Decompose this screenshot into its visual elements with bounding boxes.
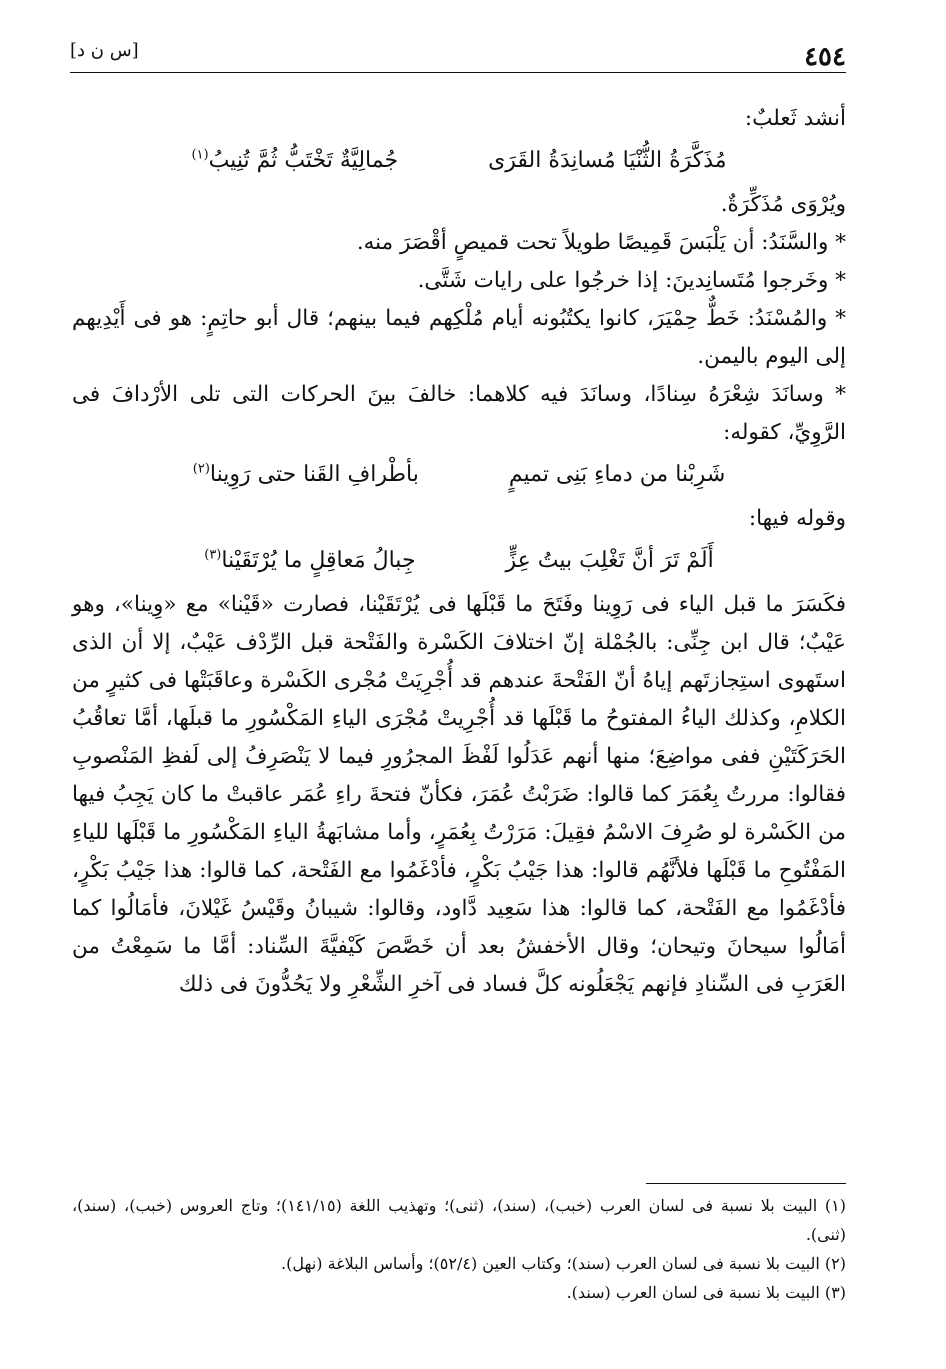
verse-1 bbox=[72, 142, 846, 180]
entry-mutasanidin: * وخَرجوا مُتَسانِدينَ: إذا خرجُوا على رايات شَتَّى. bbox=[417, 268, 846, 293]
entry-sinad: * وسانَدَ شِعْرَهُ سِنادًا، وسانَدَ فيه كلاهما: خالفَ بينَ الحركات التى تلى الأرْدافَ فى الرَّوِيِّ، كقوله: bbox=[72, 382, 846, 445]
verse-1-first-hemistich: مُذَكَّرَةُ الثُّنْيَا مُسانِدَةُ القَرَى bbox=[488, 148, 727, 173]
footnote-marker-1: (١) bbox=[191, 147, 209, 163]
footnote-rule bbox=[646, 1183, 846, 1184]
entry-musnad: * والمُسْنَدُ: خَطٌّ حِمْيَرَ، كانوا يكتُبُونه أيام مُلْكِهم فيما بينهم؛ قال أبو حاتِمٍ: هو فى أَيْدِيهم إلى اليوم باليمن. bbox=[72, 306, 846, 369]
footnote-marker-3: (٣) bbox=[204, 547, 222, 563]
verse-2-second-hemistich-text: بأطْرافِ القَنا حتى رَوِينا bbox=[209, 462, 419, 487]
verse-1-second-hemistich-text: جُمالِيَّةٌ تَخْتَبُّ ثُمَّ تُنِيبُ bbox=[208, 148, 399, 173]
footnote-marker-2: (٢) bbox=[192, 461, 210, 477]
commentary-paragraph: فكَسَرَ ما قبل الياء فى رَوِينا وفَتَحَ ما قَبْلَها فى يُرْتَقَيْنا، فصارت «قَيْنا» مع «وِينا»، وهو عَيْبٌ؛ قال ابن جِنِّى: بالجُمْلة إنّ اختلافَ الكَسْرة والفَتْحة قبل الرِّدْف عَيْبٌ، إلا أن الذى استَهوى استِجازتَهم إياهُ أنّ الفَتْحةَ عندهم قد أُجْرِيَتْ مُجْرى الكَسْرة وعاقَبَتْها فى كثيرٍ من الكلامِ، وكذلك الياءُ المفتوحُ ما قَبْلَها قد أُجْرِيتْ مُجْرَى الياءِ المَكْسُورِ ما قبلَها، أمَّا تعاقُبُ الحَرَكَتَيْنِ ففى مواضِعَ؛ منها أنهم عَدَلُوا لَفْظَ المجرُورِ فيما لا يَنْصَرِفُ إلى لَفظِ المَنْصوبِ فقالوا: مررتُ بِعُمَرَ كما قالوا: ضَرَبْتُ عُمَرَ، فكأنّ فتحةَ راءِ عُمَر عاقبتْ ما كان يَجِبُ فيها من الكَسْرة لو صُرِفَ الاسْمُ فقِيلَ: مَرَرْتُ بِعُمَرٍ، وأما مشابَهةُ الياءِ المَكْسُورِ ما قَبْلَها للياءِ المَفْتُوحِ ما قَبْلَها فلأنَّهُم قالوا: هذا جَيْبُ بَكْرٍ، فأدْغَمُوا مع الفَتْحة، كما قالوا: هذا جَيْبُ بَكْرٍ، فأدْغَمُوا مع الفَتْحة، كما قالوا: هذا سَعِيد دَّاود، وقالوا: شيبانُ وقَيْسُ غَيْلانَ، فأمَالُوا كما أمَالُوا سيحانَ وتيحان؛ وقال الأخفشُ بعد أن خَصَّصَ كَيْفيَّةَ السِّناد: أمَّا ما سَمِعْتُ من العَرَبِ فى السِّنادِ فإنهم يَجْعَلُونه كلَّ فساد فى آخرِ الشِّعْرِ ولا يَحُدُّونَ فى ذلك bbox=[72, 592, 846, 997]
intro-line-2: وقوله فيها: bbox=[748, 506, 846, 531]
variant-line: ويُرْوَى مُذَكِّرَةٌ. bbox=[720, 192, 846, 217]
footnote-2: (٢) البيت بلا نسبة فى لسان العرب (سند)؛ وكتاب العين (٥٢/٤)؛ وأساس البلاغة (نهل). bbox=[281, 1254, 846, 1273]
page-number: ٤٥٤ bbox=[804, 42, 846, 72]
intro-line: أنشد ثَعلبٌ: bbox=[744, 106, 846, 131]
footnote-1: (١) البيت بلا نسبة فى لسان العرب (خبب)، (سند)، (ثنى)؛ وتهذيب اللغة (١٤١/١٥)؛ وتاج العروس (خبب)، (سند)، (ثنى). bbox=[72, 1196, 846, 1244]
page-header bbox=[70, 36, 846, 76]
verse-1-second-hemistich bbox=[191, 142, 398, 180]
verse-2-first-hemistich: شَرِبْنا من دماءِ بَنِى تميمٍ bbox=[508, 462, 726, 487]
verse-2-second-hemistich bbox=[193, 456, 419, 494]
verse-3-first-hemistich: أَلَمْ تَرَ أنَّ تَغْلِبَ بيتُ عِزٍّ bbox=[505, 548, 714, 573]
footnote-3: (٣) البيت بلا نسبة فى لسان العرب (سند). bbox=[566, 1283, 846, 1302]
verse-3-second-hemistich-text: جِبالُ مَعاقِلٍ ما يُرْتَقَيْنا bbox=[221, 548, 416, 573]
root-label: [س ن د] bbox=[70, 40, 139, 61]
verse-3 bbox=[72, 542, 846, 580]
footnotes bbox=[72, 1191, 846, 1307]
verse-2 bbox=[72, 456, 846, 494]
header-rule bbox=[70, 72, 846, 73]
verse-3-second-hemistich bbox=[204, 542, 415, 580]
entry-sanad: * والسَّنَدُ: أن يَلْبَسَ قَمِيصًا طويلاً تحت قميصٍ أقْصَرَ منه. bbox=[356, 230, 846, 255]
main-text bbox=[72, 100, 846, 1004]
